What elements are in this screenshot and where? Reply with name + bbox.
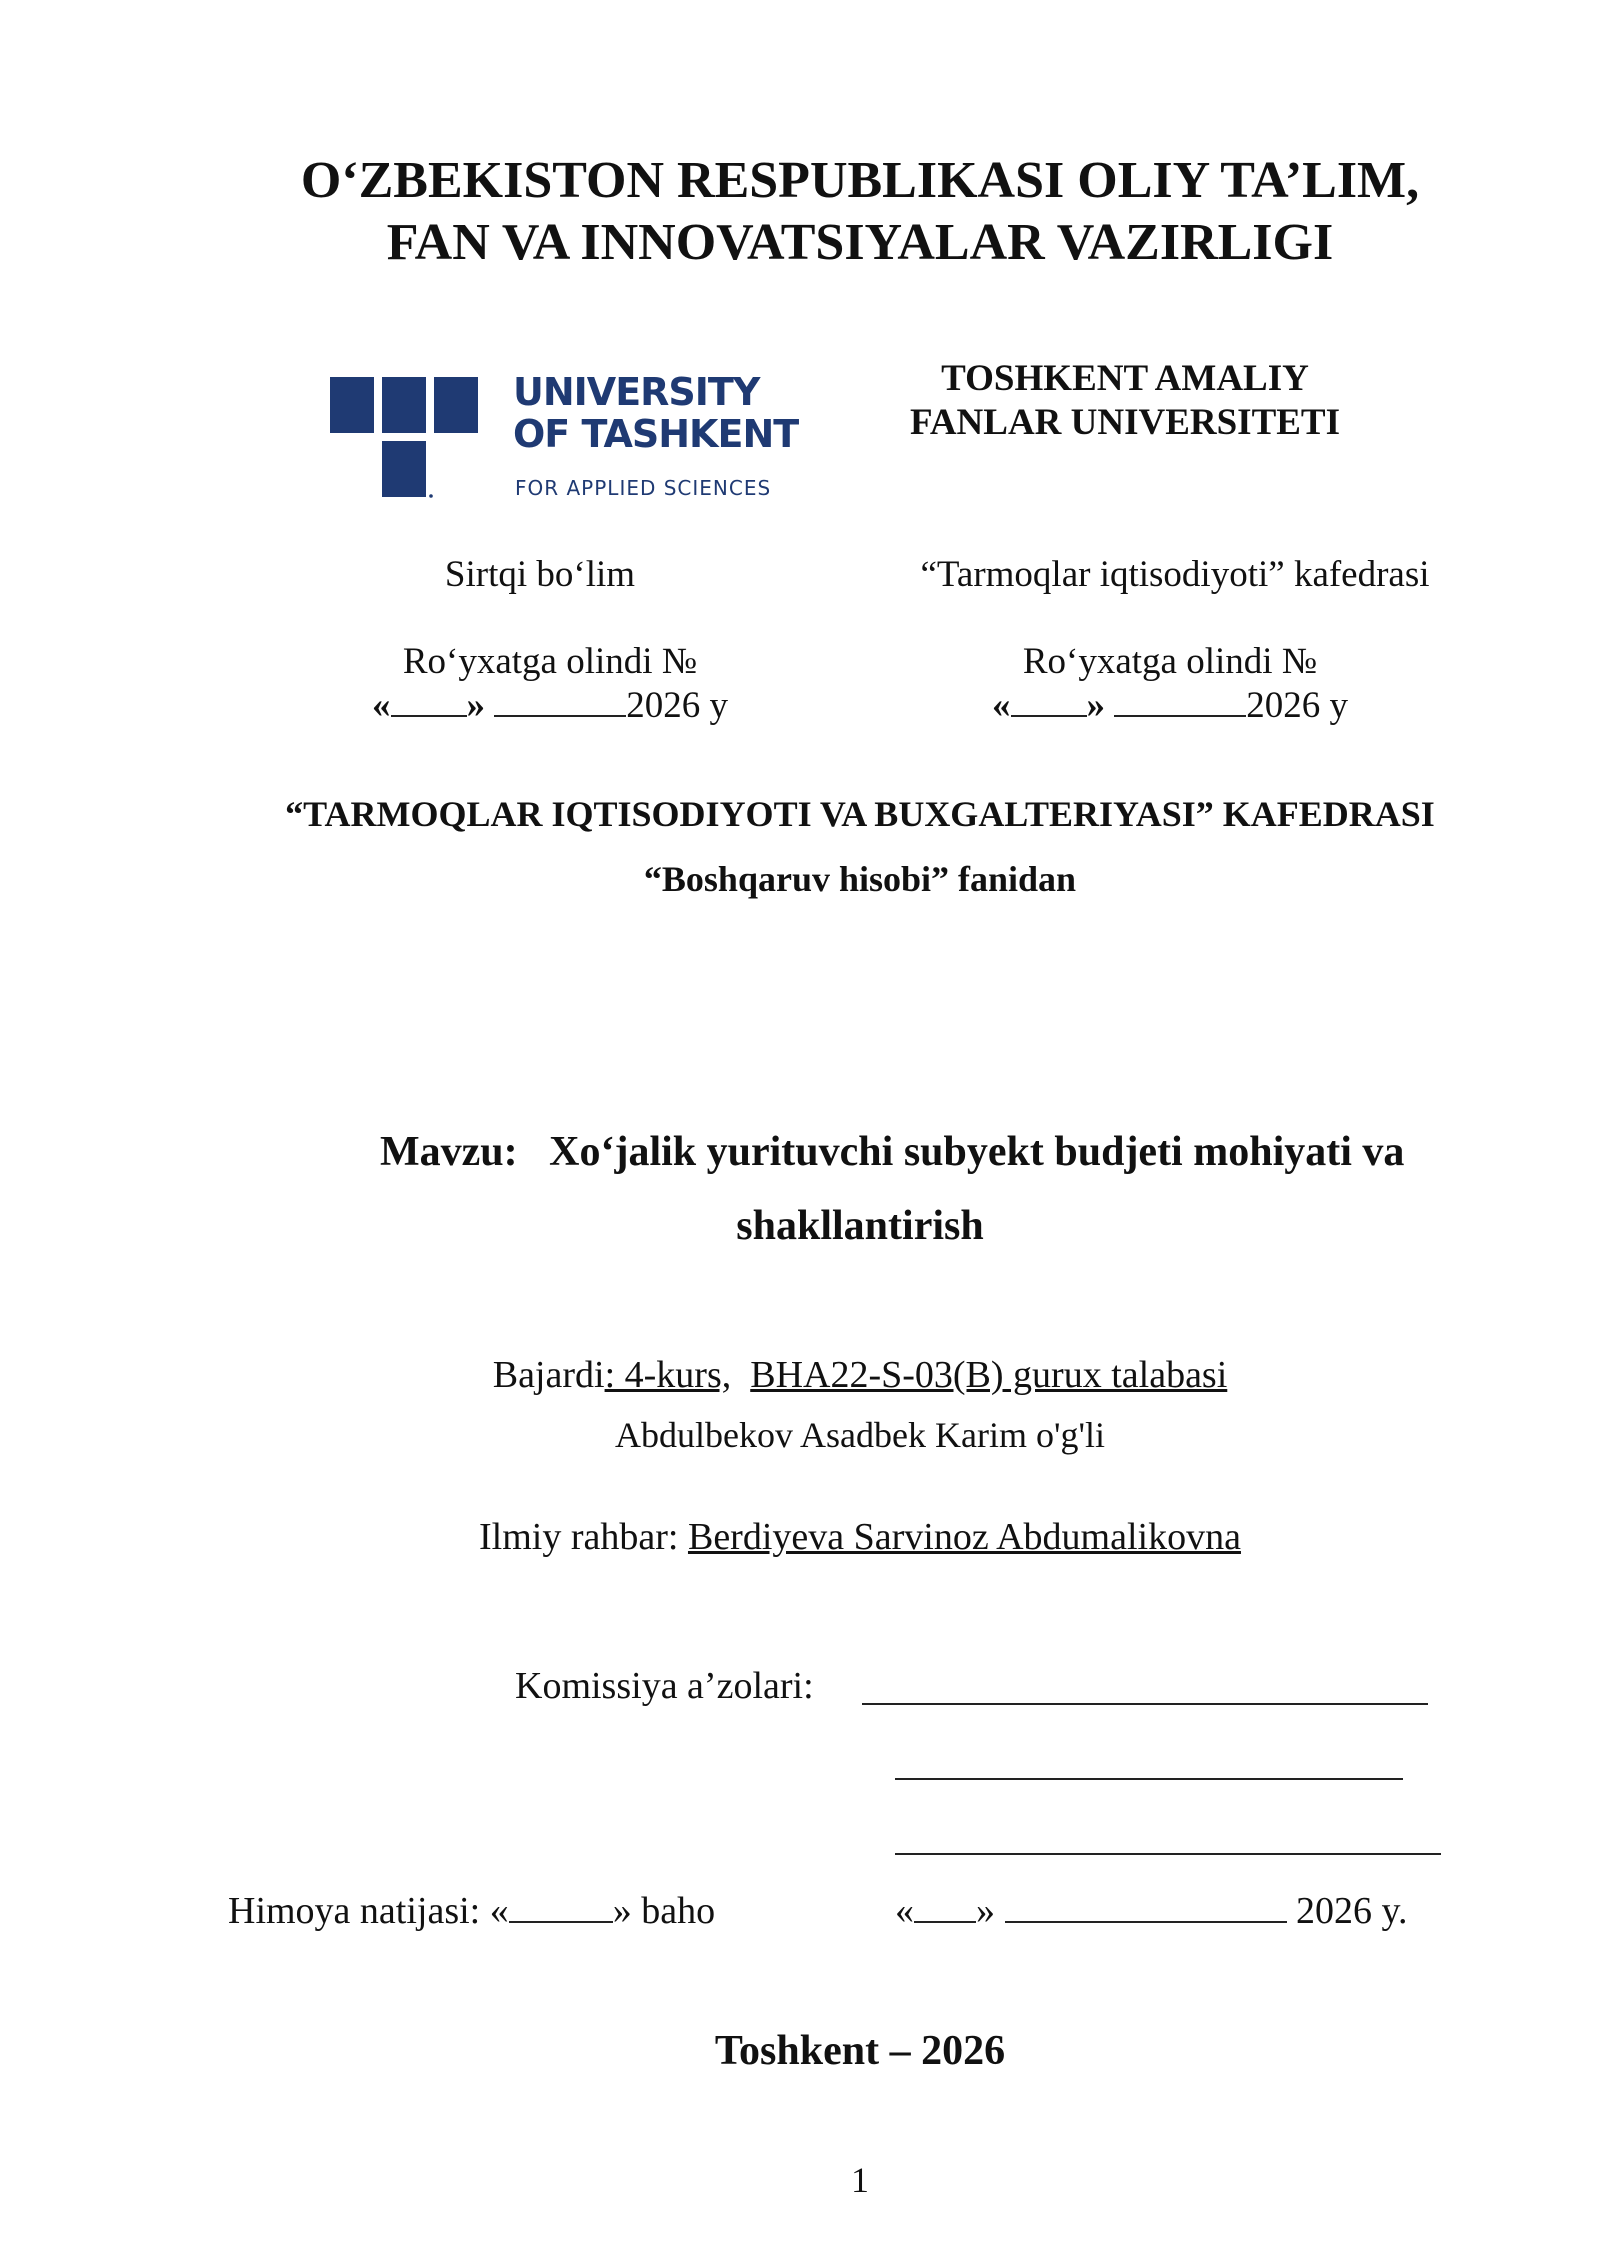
month-blank <box>1114 685 1246 717</box>
year-text: 2026 y <box>626 685 728 726</box>
day-blank <box>391 685 467 717</box>
department-left: Sirtqi bo‘lim <box>444 554 636 595</box>
month-blank <box>494 685 626 717</box>
topic-text-1: Xo‘jalik yurituvchi subyekt budjeti mohiyati va <box>549 1129 1405 1175</box>
commission-signature-line-3 <box>895 1853 1441 1855</box>
registration-left <box>300 640 800 728</box>
supervisor-name: Berdiyeva Sarvinoz Abdumalikovna <box>687 1516 1241 1558</box>
registration-date-right <box>960 684 1380 728</box>
supervisor-line <box>0 1514 1600 1560</box>
date-open-quote: « <box>372 685 391 726</box>
subject-title: “Boshqaruv hisobi” fanidan <box>643 859 1077 899</box>
defense-label: Himoya natijasi: « <box>228 1890 509 1932</box>
logo-text-line-1: UNIVERSITY <box>513 370 760 414</box>
supervisor-label: Ilmiy rahbar: <box>479 1516 688 1558</box>
ministry-line-2: FAN VA INNOVATSIYALAR VAZIRLIGI <box>386 214 1334 271</box>
registration-right <box>960 640 1380 728</box>
date-close-quote: » <box>976 1890 995 1932</box>
defense-grade-suffix: » baho <box>612 1890 716 1932</box>
university-logo <box>325 370 799 512</box>
commission-label: Komissiya a’zolari: <box>515 1665 814 1707</box>
month-blank <box>1005 1891 1287 1923</box>
commission-signature-line-1 <box>862 1703 1428 1705</box>
performer-label: Bajardi <box>492 1354 605 1396</box>
registration-label-right: Ro‘yxatga olindi № <box>1022 641 1318 682</box>
page-number: 1 <box>851 2160 869 2200</box>
year-text: 2026 y. <box>1296 1890 1408 1932</box>
performer-course: : 4-kurs, <box>604 1354 732 1396</box>
logo-text-line-3: FOR APPLIED SCIENCES <box>515 476 772 500</box>
defense-result <box>228 1888 715 1934</box>
date-open-quote: « <box>895 1890 914 1932</box>
logo-text-line-2: OF TASHKENT <box>513 412 799 456</box>
date-close-quote: » <box>1086 685 1105 726</box>
university-name <box>880 357 1370 445</box>
date-open-quote: « <box>992 685 1011 726</box>
topic-line-1 <box>380 1126 1404 1178</box>
ministry-line-1: O‘ZBEKISTON RESPUBLIKASI OLIY TA’LIM, <box>300 152 1420 209</box>
city-year: Toshkent – 2026 <box>714 2028 1006 2074</box>
performer-group: BHA22-S-03(B) gurux talabasi <box>750 1354 1228 1396</box>
performer-line <box>0 1352 1600 1398</box>
defense-date <box>895 1888 1408 1934</box>
grade-blank <box>509 1891 613 1923</box>
topic-line-2: shakllantirish <box>736 1203 984 1249</box>
year-text: 2026 y <box>1246 685 1348 726</box>
day-blank <box>1011 685 1087 717</box>
ministry-title <box>0 150 1600 274</box>
university-line-1: TOSHKENT AMALIY <box>941 358 1309 399</box>
registration-label-left: Ro‘yxatga olindi № <box>402 641 698 682</box>
kafedra-title: “TARMOQLAR IQTISODIYOTI VA BUXGALTERIYASI” KAFEDRASI <box>285 794 1435 834</box>
department-right: “Tarmoqlar iqtisodiyoti” kafedrasi <box>920 554 1430 595</box>
student-name: Abdulbekov Asadbek Karim o'g'li <box>615 1415 1105 1455</box>
university-line-2: FANLAR UNIVERSITETI <box>909 402 1341 443</box>
registration-date-left <box>300 684 800 728</box>
commission-signature-line-2 <box>895 1778 1403 1780</box>
date-close-quote: » <box>466 685 485 726</box>
day-blank <box>914 1891 976 1923</box>
topic-label: Mavzu: <box>380 1129 518 1175</box>
